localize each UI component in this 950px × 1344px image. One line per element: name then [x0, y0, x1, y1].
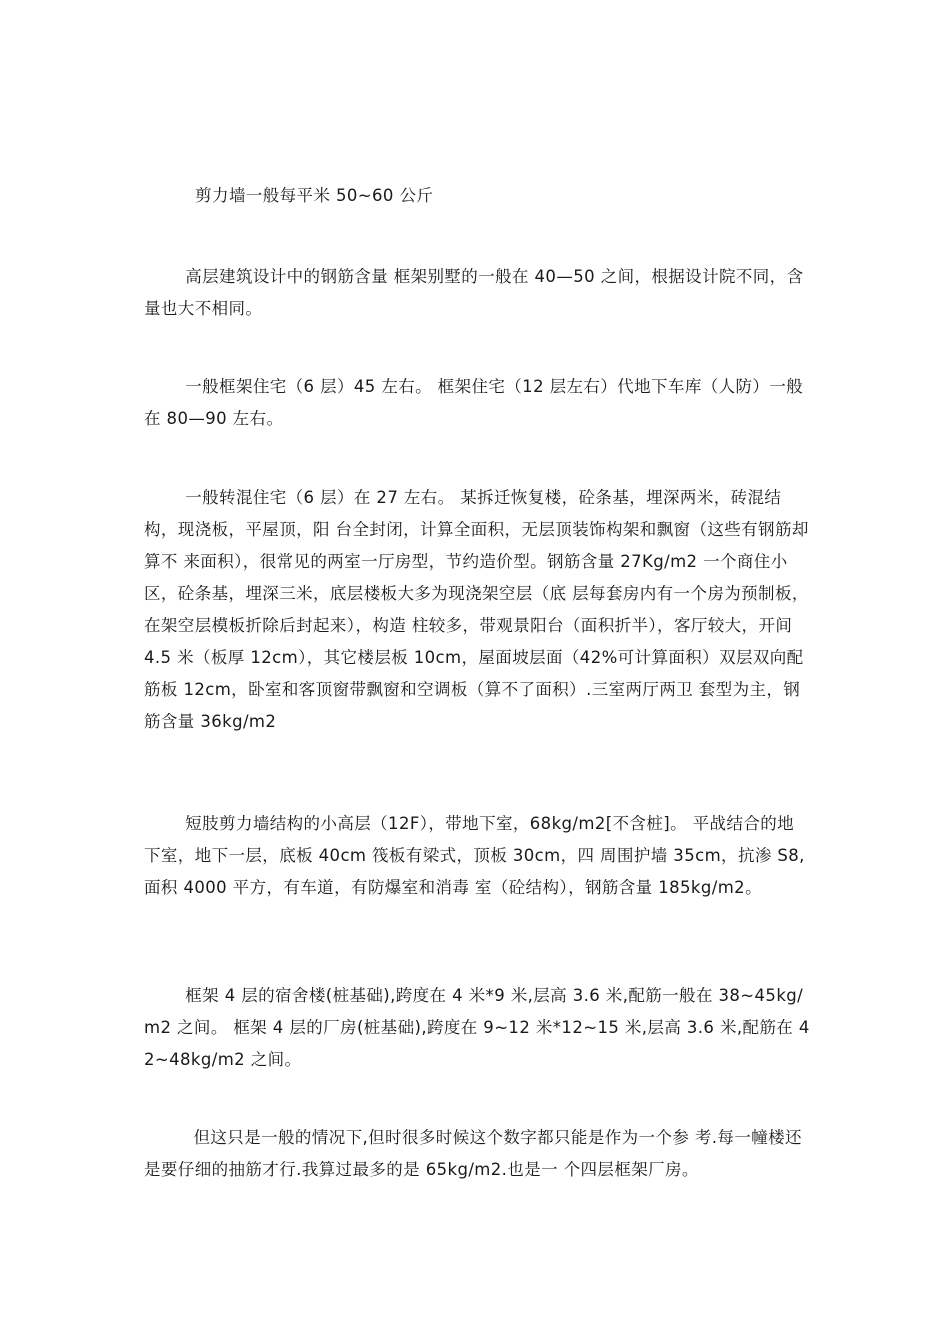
- paragraph-frame-residence: 一般框架住宅（6 层）45 左右。 框架住宅（12 层左右）代地下车库（人防）一般在 80—90 左右。: [144, 377, 804, 428]
- paragraph-frame-dormitory: 框架 4 层的宿舍楼(桩基础),跨度在 4 米*9 米,层高 3.6 米,配筋一般在 38~45kg/m2 之间。 框架 4 层的厂房(桩基础),跨度在 9~12 米*12~15 米,层高 3.6 米,配筋在 42~48kg/m2 之间。: [144, 986, 810, 1069]
- paragraph-brick-concrete: 一般转混住宅（6 层）在 27 左右。 某拆迁恢复楼，砼条基，埋深两米，砖混结构，现浇板，平屋顶，阳 台全封闭，计算全面积，无层顶装饰构架和飘窗（这些有钢筋却算不 来面积），很常见的两室一厅房型，节约造价型。钢筋含量 27Kg/m2 一个商住小区，砼条基，埋深三米，底层楼板大多为现浇架空层（底 层每套房内有一个房为预制板，在架空层模板折除后封起来），构造 柱较多，带观景阳台（面积折半），客厅较大，开间 4.5 米（板厚 12cm），其它楼层板 10cm，屋面坡层面（42%可计算面积）双层双向配筋板 12cm，卧室和客顶窗带飘窗和空调板（算不了面积）.三室两厅两卫 套型为主，钢筋含量 36kg/m2: [144, 488, 809, 731]
- paragraph-conclusion: 但这只是一般的情况下,但时很多时候这个数字都只能是作为一个参 考.每一幢楼还是要仔细的抽筋才行.我算过最多的是 65kg/m2.也是一 个四层框架厂房。: [144, 1128, 802, 1179]
- paragraph-short-shear-wall: 短肢剪力墙结构的小高层（12F），带地下室，68kg/m2[不含桩]。 平战结合的地下室，地下一层，底板 40cm 筏板有梁式，顶板 30cm，四 周围护墙 35cm，抗渗 S8,面积 4000 平方，有车道，有防爆室和消毒 室（砼结构），钢筋含量 185kg/m2。: [144, 814, 805, 897]
- paragraph-high-rise-rebar: 高层建筑设计中的钢筋含量 框架别墅的一般在 40—50 之间，根据设计院不同，含量也大不相同。: [144, 267, 804, 318]
- paragraph-shear-wall: 剪力墙一般每平米 50~60 公斤: [195, 186, 434, 205]
